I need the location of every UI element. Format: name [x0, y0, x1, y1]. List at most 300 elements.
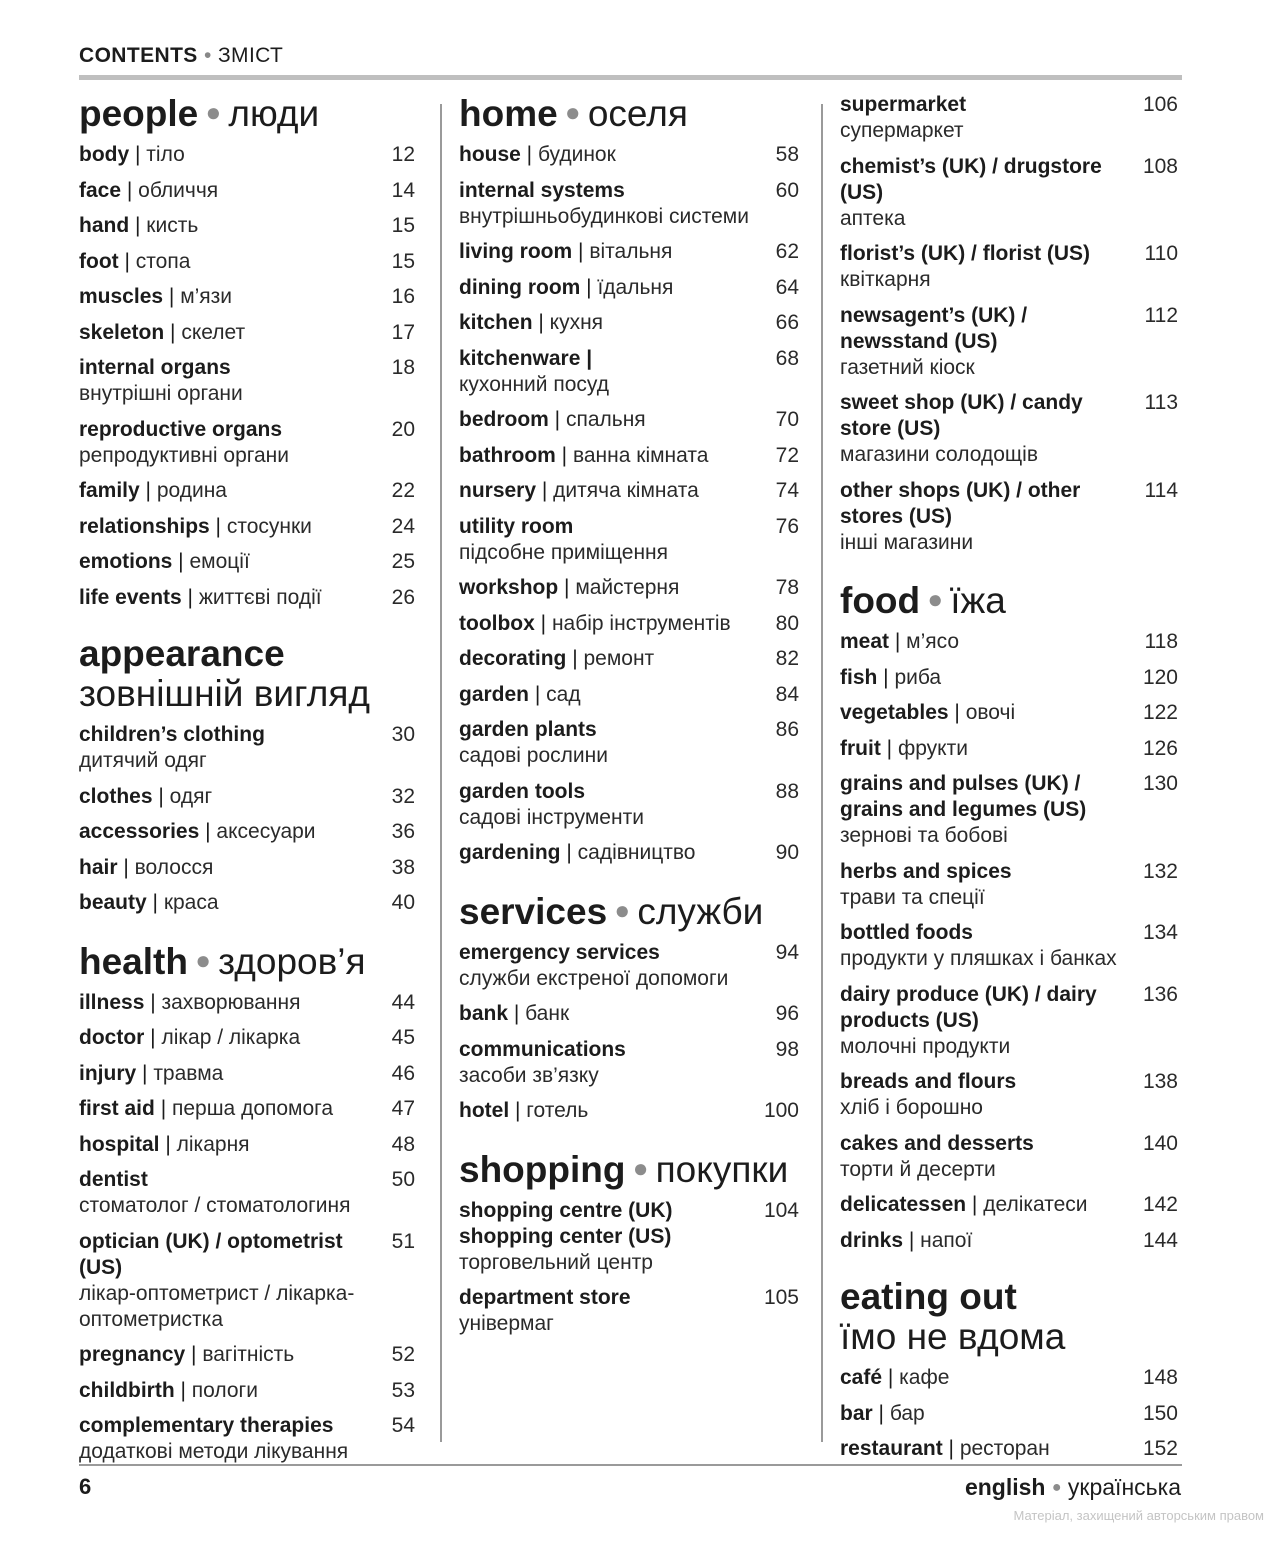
section-title-en: appearance	[79, 633, 285, 674]
contents-entry	[840, 1131, 1178, 1183]
entry-title-ua: продукти у пляшках і банках	[840, 947, 1117, 970]
entry-page-number: 140	[1142, 1131, 1178, 1155]
entry-title-ua: стосунки	[226, 514, 312, 538]
entry-separator: |	[942, 1437, 960, 1460]
entry-title-ua: магазини солодощів	[840, 443, 1038, 466]
entry-separator: |	[903, 1228, 921, 1252]
entry-page-number: 96	[775, 1002, 799, 1025]
entry-title-ua: емоції	[189, 550, 250, 573]
entry-title-ua: кисть	[146, 214, 199, 237]
section-title-ua: служби	[637, 890, 764, 932]
contents-entry	[79, 890, 415, 916]
language-en: english	[964, 1474, 1046, 1500]
entry-title-ua: м’ясо	[906, 630, 960, 653]
entry-page-number: 114	[1144, 478, 1178, 502]
contents-entry	[840, 303, 1178, 381]
entry-page-number: 46	[391, 1061, 415, 1085]
contents-entry	[79, 355, 415, 407]
entry-title-ua: дитяча кімната	[553, 479, 699, 502]
entry-page-number: 24	[391, 514, 415, 538]
section-title	[79, 634, 415, 714]
entry-page-number: 100	[763, 1099, 799, 1122]
entry-separator: |	[154, 1097, 172, 1120]
entry-title-ua: лікарня	[176, 1132, 250, 1156]
entry-title-en: complementary therapies	[79, 1414, 334, 1437]
entry-title-en: internal organs	[79, 356, 231, 379]
entry-title-ua: репродуктивні органи	[79, 443, 289, 467]
entry-title-ua: вагітність	[202, 1343, 295, 1366]
contents-entry	[79, 1061, 415, 1087]
entry-title-en: toolbox	[459, 611, 535, 635]
contents-entry	[459, 142, 799, 168]
entry-title-en: skeleton	[79, 320, 165, 344]
entry-page-number: 32	[391, 784, 415, 808]
entry-page-number: 18	[391, 356, 415, 379]
contents-entry	[840, 1228, 1178, 1254]
entry-title-en: injury	[79, 1061, 137, 1085]
entry-title-ua: лікар / лікарка	[161, 1026, 301, 1049]
contents-entry	[459, 346, 799, 398]
entry-title-en: chemist’s (UK) / drugstore (US)	[840, 154, 1102, 204]
entry-page-number: 105	[763, 1286, 799, 1309]
entry-page-number: 52	[391, 1343, 415, 1366]
entry-title-en: herbs and spices	[840, 859, 1012, 883]
contents-column-3	[840, 92, 1178, 1472]
contents-entry	[459, 1198, 799, 1276]
entry-separator: |	[880, 736, 898, 760]
entry-page-number: 25	[391, 550, 415, 573]
entry-separator: |	[129, 143, 147, 166]
section-title	[79, 92, 415, 134]
entry-page-number: 112	[1144, 303, 1178, 327]
entry-title-ua: сад	[546, 682, 581, 706]
entry-page-number: 80	[775, 611, 799, 635]
bullet-dot: •	[203, 44, 212, 67]
contents-entry	[79, 1378, 415, 1404]
section-title-ua: оселя	[587, 93, 688, 134]
entry-separator: |	[121, 178, 139, 202]
entry-title-en: hand	[79, 214, 130, 237]
section-title-en: shopping	[459, 1148, 626, 1190]
entry-title-en: accessories	[79, 820, 200, 843]
entry-title-ua: фрукти	[897, 736, 968, 760]
contents-entry	[840, 736, 1178, 762]
entry-title-en: fish	[840, 665, 878, 689]
entry-title-ua: інші магазини	[840, 530, 974, 554]
entry-title-en: shopping centre (UK) shopping center (US)	[459, 1198, 673, 1248]
entry-page-number: 22	[391, 479, 415, 502]
contents-entry	[79, 1025, 415, 1051]
entry-title-en: reproductive organs	[79, 417, 283, 441]
entry-title-ua: торти й десерти	[840, 1157, 996, 1181]
entry-title-en: other shops (UK) / other stores (US)	[840, 478, 1081, 528]
contents-entry	[79, 1096, 415, 1122]
contents-entry	[840, 771, 1178, 849]
entry-separator: |	[534, 611, 552, 635]
entry-page-number: 144	[1142, 1228, 1178, 1252]
entry-separator: |	[118, 249, 136, 273]
entry-title-en: beauty	[79, 891, 147, 914]
contents-entry	[840, 700, 1178, 726]
entry-title-en: family	[79, 479, 140, 502]
entry-title-ua: кухня	[549, 311, 604, 334]
entry-page-number: 36	[391, 820, 415, 843]
entry-separator: |	[172, 550, 190, 573]
entry-page-number: 51	[391, 1229, 415, 1253]
entry-title-ua: ремонт	[583, 647, 655, 670]
contents-entry	[79, 1229, 415, 1333]
copyright-watermark: Матеріал, захищений авторським правом	[1013, 1508, 1264, 1523]
section-title-ua: здоров’я	[218, 940, 366, 982]
entry-page-number: 90	[775, 841, 799, 864]
section-title	[840, 579, 1178, 621]
entry-page-number: 45	[391, 1026, 415, 1049]
entry-separator: |	[146, 891, 164, 914]
contents-entry	[79, 478, 415, 504]
entry-title-en: illness	[79, 990, 145, 1014]
entry-title-en: clothes	[79, 784, 153, 808]
contents-column-1	[79, 92, 415, 1475]
entry-separator: |	[174, 1378, 192, 1402]
entry-title-en: house	[459, 143, 521, 166]
entry-separator: |	[152, 784, 170, 808]
entry-page-number: 38	[391, 855, 415, 879]
entry-title-en: bedroom	[459, 408, 549, 431]
entry-title-en: sweet shop (UK) / candy store (US)	[840, 391, 1083, 440]
footer-divider	[79, 1464, 1182, 1466]
entry-page-number: 88	[775, 779, 799, 803]
section-title-en: services	[459, 890, 608, 932]
entry-title-ua: лікар-оптометрист / лікарка-оптометристка	[79, 1281, 355, 1331]
entry-title-ua: одяг	[169, 784, 213, 808]
contents-entry	[79, 320, 415, 346]
entry-page-number: 134	[1142, 921, 1178, 944]
entry-title-en: kitchenware |	[459, 346, 593, 370]
bullet-dot: ●	[920, 584, 951, 614]
contents-entry	[840, 241, 1178, 293]
entry-page-number: 86	[775, 718, 799, 741]
contents-entry	[79, 722, 415, 774]
contents-entry	[459, 646, 799, 672]
entry-title-en: bathroom	[459, 443, 556, 467]
section-title	[459, 1148, 799, 1190]
entry-separator: |	[572, 240, 590, 263]
entry-title-en: workshop	[459, 576, 559, 599]
entry-page-number: 94	[775, 940, 799, 964]
entry-title-ua: овочі	[965, 701, 1016, 724]
contents-entry	[459, 178, 799, 230]
section-title-ua: зовнішній вигляд	[79, 673, 370, 714]
entry-title-ua: тіло	[146, 143, 185, 166]
entry-title-ua: вітальня	[589, 240, 673, 263]
entry-title-ua: засоби зв’язку	[459, 1063, 599, 1087]
entry-title-ua: садові рослини	[459, 744, 608, 767]
entry-page-number: 84	[775, 682, 799, 706]
entry-page-number: 108	[1142, 154, 1178, 178]
entry-title-en: pregnancy	[79, 1343, 186, 1366]
contents-entry	[840, 665, 1178, 691]
section-title-en: health	[79, 940, 188, 982]
entry-title-en: hospital	[79, 1132, 160, 1156]
section-title	[79, 940, 415, 982]
entry-page-number: 74	[775, 479, 799, 502]
language-label	[965, 1474, 1181, 1501]
entry-page-number: 132	[1142, 859, 1178, 883]
entry-page-number: 110	[1144, 242, 1178, 265]
section-gap	[840, 565, 1178, 579]
entry-page-number: 130	[1142, 772, 1178, 795]
section-title-ua: люди	[228, 93, 320, 134]
entry-title-en: dentist	[79, 1168, 148, 1191]
entry-page-number: 82	[775, 647, 799, 670]
entry-title-ua: готель	[526, 1099, 589, 1122]
contents-entry	[79, 514, 415, 540]
entry-page-number: 70	[775, 408, 799, 431]
entry-page-number: 53	[391, 1378, 415, 1402]
contents-entry	[840, 1436, 1178, 1462]
entry-page-number: 12	[391, 143, 415, 166]
contents-entry	[79, 178, 415, 204]
entry-page-number: 54	[391, 1414, 415, 1437]
contents-entry	[840, 629, 1178, 655]
entry-page-number: 148	[1142, 1366, 1178, 1389]
entry-separator: |	[877, 665, 895, 689]
contents-entry	[459, 1001, 799, 1027]
entry-title-en: life events	[79, 585, 182, 609]
section-title-en: eating out	[840, 1276, 1017, 1317]
entry-separator: |	[882, 1366, 900, 1389]
contents-entry	[840, 92, 1178, 144]
entry-page-number: 78	[775, 576, 799, 599]
bullet-dot: ●	[625, 1152, 656, 1183]
entry-title-ua: м’язи	[180, 285, 233, 308]
entry-title-en: bar	[840, 1401, 873, 1425]
entry-title-ua: аптека	[840, 206, 906, 230]
entry-separator: |	[159, 1132, 177, 1156]
language-ua: українська	[1067, 1474, 1181, 1500]
entry-title-en: meat	[840, 630, 890, 653]
entry-title-en: hair	[79, 855, 118, 879]
entry-title-en: bottled foods	[840, 921, 973, 944]
contents-entry	[79, 990, 415, 1016]
entry-title-ua: бар	[889, 1401, 925, 1425]
entry-title-en: newsagent’s (UK) / newsstand (US)	[840, 303, 1028, 353]
entry-separator: |	[529, 682, 547, 706]
entry-title-ua: їдальня	[597, 275, 674, 299]
entry-title-ua: садові інструменти	[459, 805, 644, 829]
bullet-dot: ●	[607, 894, 638, 925]
contents-entry	[79, 1342, 415, 1368]
contents-entry	[459, 682, 799, 708]
entry-title-en: internal systems	[459, 178, 625, 202]
entry-page-number: 30	[391, 723, 415, 746]
entry-title-en: fruit	[840, 736, 881, 760]
bullet-dot: ●	[557, 97, 588, 127]
entry-title-ua: дитячий одяг	[79, 749, 207, 772]
entry-title-en: garden tools	[459, 779, 586, 803]
entry-page-number: 72	[775, 443, 799, 467]
entry-title-en: gardening	[459, 841, 561, 864]
entry-page-number: 58	[775, 143, 799, 166]
entry-title-en: dining room	[459, 275, 581, 299]
entry-title-ua: ресторан	[959, 1437, 1050, 1460]
entry-page-number: 60	[775, 178, 799, 202]
entry-page-number: 122	[1142, 701, 1178, 724]
section-title-en: food	[840, 580, 921, 621]
section-gap	[79, 620, 415, 634]
contents-entry	[459, 239, 799, 265]
entry-title-en: communications	[459, 1037, 626, 1061]
entry-title-en: café	[840, 1366, 883, 1389]
entry-separator: |	[580, 275, 598, 299]
entry-page-number: 64	[775, 275, 799, 299]
contents-entry	[840, 390, 1178, 468]
contents-entry	[840, 478, 1178, 556]
contents-entry	[79, 249, 415, 275]
entry-title-ua: будинок	[537, 143, 616, 166]
entry-title-ua: травма	[153, 1061, 224, 1085]
entry-title-en: nursery	[459, 479, 537, 502]
contents-entry	[840, 1069, 1178, 1121]
column-divider	[440, 104, 442, 1442]
entry-page-number: 47	[391, 1097, 415, 1120]
entry-page-number: 142	[1142, 1193, 1178, 1216]
entry-page-number: 62	[775, 240, 799, 263]
entry-title-ua: делікатеси	[983, 1193, 1088, 1216]
contents-entry	[79, 819, 415, 845]
entry-title-ua: волосся	[134, 855, 214, 879]
bullet-dot: ●	[187, 944, 219, 975]
entry-title-ua: торговельний центр	[459, 1250, 653, 1274]
entry-title-ua: напої	[920, 1228, 973, 1252]
entry-separator: |	[129, 214, 147, 237]
section-title-ua: їжа	[950, 580, 1006, 621]
entry-title-ua: універмаг	[459, 1312, 554, 1335]
entry-title-ua: садівництво	[577, 841, 696, 864]
entry-title-en: relationships	[79, 514, 210, 538]
entry-title-ua: ванна кімната	[572, 443, 709, 467]
contents-entry	[840, 920, 1178, 972]
section-title-ua: їмо не вдома	[840, 1316, 1066, 1357]
entry-title-ua: стоматолог / стоматологиня	[79, 1194, 351, 1217]
entry-title-en: children’s clothing	[79, 723, 265, 746]
contents-entry	[840, 154, 1178, 232]
contents-entry	[79, 784, 415, 810]
entry-title-ua: аксесуари	[216, 820, 316, 843]
contents-entry	[459, 717, 799, 769]
section-gap	[459, 1134, 799, 1148]
contents-entry	[79, 284, 415, 310]
entry-separator: |	[181, 585, 199, 609]
entry-separator: |	[532, 311, 550, 334]
entry-separator: |	[117, 855, 135, 879]
entry-title-ua: газетний кіоск	[840, 355, 975, 379]
entry-title-en: first aid	[79, 1097, 155, 1120]
header-title-en: CONTENTS	[79, 44, 198, 67]
entry-title-en: bank	[459, 1002, 509, 1025]
contents-entry	[840, 982, 1178, 1060]
entry-page-number: 118	[1144, 630, 1178, 653]
entry-title-ua: стопа	[135, 249, 191, 273]
entry-page-number: 66	[775, 311, 799, 334]
header-divider	[79, 75, 1182, 80]
entry-separator: |	[520, 143, 538, 166]
contents-entry	[459, 611, 799, 637]
contents-entry	[459, 1037, 799, 1089]
entry-title-en: drinks	[840, 1228, 904, 1252]
column-divider	[821, 104, 823, 1442]
entry-separator: |	[566, 647, 584, 670]
bullet-dot: ●	[1051, 1479, 1062, 1496]
entry-page-number: 40	[391, 891, 415, 914]
contents-entry	[459, 840, 799, 866]
entry-title-ua: життєві події	[198, 585, 322, 609]
entry-title-en: supermarket	[840, 93, 967, 116]
contents-entry	[79, 213, 415, 239]
entry-separator: |	[139, 479, 157, 502]
entry-title-ua: молочні продукти	[840, 1034, 1011, 1058]
entry-page-number: 98	[775, 1037, 799, 1061]
entry-title-ua: спальня	[565, 408, 646, 431]
entry-title-en: utility room	[459, 514, 574, 538]
entry-title-ua: служби екстреної допомоги	[459, 966, 729, 990]
entry-page-number: 48	[391, 1132, 415, 1156]
entry-title-ua: кафе	[899, 1366, 950, 1389]
entry-title-ua: краса	[163, 891, 219, 914]
entry-separator: |	[144, 1026, 162, 1049]
section-title	[840, 1277, 1178, 1357]
section-gap	[79, 926, 415, 940]
entry-separator: |	[966, 1193, 984, 1216]
contents-header	[79, 44, 283, 68]
contents-entry	[79, 417, 415, 469]
contents-entry	[459, 478, 799, 504]
section-title-en: people	[79, 93, 199, 134]
entry-separator: |	[163, 285, 181, 308]
entry-title-en: emergency services	[459, 940, 660, 964]
entry-title-en: breads and flours	[840, 1070, 1017, 1093]
bullet-dot: ●	[198, 97, 229, 127]
contents-column-2	[459, 92, 799, 1347]
entry-page-number: 44	[391, 990, 415, 1014]
entry-title-ua: внутрішньобудинкові системи	[459, 204, 749, 228]
entry-separator: |	[555, 443, 573, 467]
entry-separator: |	[536, 479, 554, 502]
entry-page-number: 76	[775, 514, 799, 538]
entry-title-en: foot	[79, 249, 119, 273]
contents-entry	[840, 859, 1178, 911]
contents-entry	[459, 407, 799, 433]
entry-separator: |	[144, 990, 162, 1014]
contents-entry	[459, 779, 799, 831]
entry-title-en: optician (UK) / optometrist (US)	[79, 1229, 343, 1279]
section-gap	[840, 1263, 1178, 1277]
entry-title-ua: зернові та бобові	[840, 824, 1008, 847]
entry-separator: |	[199, 820, 217, 843]
contents-entry	[459, 275, 799, 301]
contents-entry	[840, 1365, 1178, 1391]
entry-page-number: 126	[1142, 736, 1178, 760]
contents-entry	[79, 585, 415, 611]
entry-title-ua: обличчя	[138, 178, 219, 202]
entry-title-en: decorating	[459, 647, 567, 670]
entry-title-en: muscles	[79, 285, 164, 308]
entry-title-ua: скелет	[181, 320, 246, 344]
entry-title-ua: додаткові методи лікування	[79, 1440, 349, 1463]
entry-page-number: 26	[391, 585, 415, 609]
entry-title-ua: внутрішні органи	[79, 382, 243, 405]
entry-title-en: body	[79, 143, 130, 166]
